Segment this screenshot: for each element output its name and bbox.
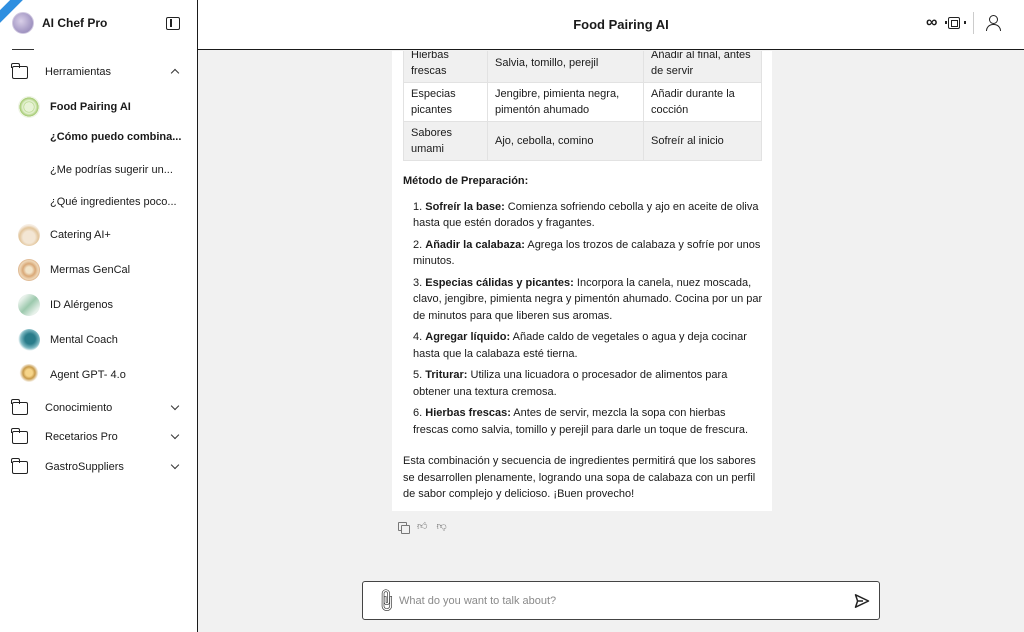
message-actions: [398, 522, 447, 532]
thumbs-down-icon[interactable]: 👎︎: [436, 521, 447, 532]
table-cell: Salvia, tomillo, perejil: [488, 51, 644, 83]
alergenos-avatar: [18, 294, 40, 316]
step-text: Comienza sofriendo cebolla y ajo en aceite de oliva hasta que estén dorados y fragantes.: [413, 200, 759, 229]
step-number: 2.: [413, 238, 423, 251]
section-heading: Método de Preparación:: [403, 175, 529, 187]
step-title: Hierbas frescas:: [425, 407, 511, 419]
tool-label: Mental Coach: [50, 334, 118, 346]
step-text: Agrega los trozos de calabaza y sofríe por unos minutos.: [413, 238, 761, 267]
tool-agent-gpt[interactable]: [18, 363, 184, 387]
step-number: 3.: [413, 276, 423, 289]
step-title: Triturar:: [425, 369, 468, 381]
step-number: 1.: [413, 200, 423, 213]
step-text: Antes de servir, mezcla la sopa con hierbas frescas como salvia, tomillo y perejil para darle un toque de frescura.: [413, 407, 749, 436]
table-row: [404, 122, 762, 161]
brand-name: AI Chef Pro: [42, 16, 108, 30]
chat-item[interactable]: ¿Me podrías sugerir un...: [50, 164, 173, 176]
table-cell: Añadir al final, antes de servir: [644, 51, 762, 83]
table-row: [404, 83, 762, 122]
step-number: 6.: [413, 407, 423, 419]
assistant-message: [392, 51, 772, 511]
tool-label: Food Pairing AI: [50, 101, 131, 113]
table-row: [404, 51, 762, 83]
folder-icon: [12, 431, 28, 444]
folder-conocimiento[interactable]: [12, 398, 184, 418]
chevron-up-icon: [171, 69, 179, 77]
table-cell: Jengibre, pimienta negra, pimentón ahumado: [488, 83, 644, 122]
tool-alergenos[interactable]: [18, 293, 184, 317]
tool-label: Mermas GenCal: [50, 264, 131, 276]
infinity-icon[interactable]: ∞: [926, 14, 938, 31]
copy-icon[interactable]: [398, 522, 408, 532]
agent-gpt-avatar: [18, 364, 40, 386]
send-icon[interactable]: [854, 593, 870, 609]
tool-food-pairing[interactable]: [18, 95, 184, 119]
list-item: [413, 329, 763, 362]
list-item: [413, 275, 763, 325]
message-input[interactable]: [399, 591, 839, 611]
step-title: Especias cálidas y picantes:: [425, 276, 574, 289]
brand[interactable]: [12, 12, 107, 34]
chat-composer: [362, 581, 880, 620]
mental-coach-avatar: [18, 329, 40, 351]
folder-label: Herramientas: [45, 66, 112, 78]
tool-catering[interactable]: [18, 223, 184, 247]
table-cell: Especias picantes: [404, 83, 488, 122]
folder-label: Recetarios Pro: [45, 431, 118, 443]
chevron-down-icon: [171, 461, 179, 469]
divider: [12, 49, 34, 50]
thumbs-up-icon[interactable]: 👍︎: [417, 521, 428, 532]
list-item: [413, 237, 763, 270]
folder-recetarios[interactable]: [12, 427, 184, 447]
chevron-down-icon: [171, 402, 179, 410]
step-text: Incorpora la canela, nuez moscada, clavo, jengibre, pimienta negra y pimentón ahumado. Cocina por un par de minutos para que liberen sus aromas.: [413, 276, 763, 322]
top-bar: [198, 0, 1024, 50]
folder-gastrosuppliers[interactable]: [12, 457, 184, 477]
catering-avatar: [18, 224, 40, 246]
folder-icon: [12, 66, 28, 79]
step-title: Añadir la calabaza:: [425, 238, 525, 251]
tool-label: ID Alérgenos: [50, 299, 113, 311]
steps-list: [403, 199, 763, 439]
chip-icon[interactable]: [948, 17, 960, 29]
tool-mental-coach[interactable]: [18, 328, 184, 352]
table-cell: Sofreír al inicio: [644, 122, 762, 161]
tool-label: Catering AI+: [50, 229, 111, 241]
table-cell: Hierbas frescas: [404, 51, 488, 83]
mermas-avatar: [18, 259, 40, 281]
chat-item[interactable]: ¿Cómo puedo combina...: [50, 131, 182, 143]
user-icon[interactable]: [986, 15, 1000, 31]
list-item: [413, 199, 763, 232]
table-cell: Añadir durante la cocción: [644, 83, 762, 122]
folder-herramientas[interactable]: [12, 62, 184, 82]
paperclip-icon[interactable]: 📎︎: [371, 586, 401, 615]
step-text: Añade caldo de vegetales o agua y deja cocinar hasta que la calabaza esté tierna.: [413, 331, 747, 360]
closing-paragraph: Esta combinación y secuencia de ingredientes permitirá que los sabores se desarrollen plenamente, logrando una sopa de calabaza con un perfil de sabor complejo y delicioso. ¡Buen provecho!: [403, 455, 756, 500]
step-title: Sofreír la base:: [425, 200, 505, 213]
step-text: Utiliza una licuadora o procesador de alimentos para obtener una textura cremosa.: [413, 369, 728, 398]
divider: [973, 12, 974, 34]
list-item: [413, 405, 763, 438]
food-pairing-avatar: [18, 96, 40, 118]
chat-item[interactable]: ¿Qué ingredientes poco...: [50, 196, 177, 208]
message-body: [403, 173, 763, 503]
brand-logo-icon: [12, 12, 34, 34]
list-item: [413, 367, 763, 400]
folder-icon: [12, 461, 28, 474]
sidebar: [0, 0, 198, 632]
folder-label: GastroSuppliers: [45, 461, 124, 473]
tool-label: Agent GPT- 4.o: [50, 369, 126, 381]
step-title: Agregar líquido:: [425, 331, 511, 343]
tool-mermas[interactable]: [18, 258, 184, 282]
page-title: Food Pairing AI: [573, 17, 669, 32]
pairing-table: [403, 51, 762, 161]
table-cell: Sabores umami: [404, 122, 488, 161]
folder-icon: [12, 402, 28, 415]
step-number: 4.: [413, 331, 423, 343]
chevron-down-icon: [171, 431, 179, 439]
table-cell: Ajo, cebolla, comino: [488, 122, 644, 161]
step-number: 5.: [413, 369, 423, 381]
folder-label: Conocimiento: [45, 402, 113, 414]
collapse-sidebar-icon[interactable]: [166, 17, 180, 30]
